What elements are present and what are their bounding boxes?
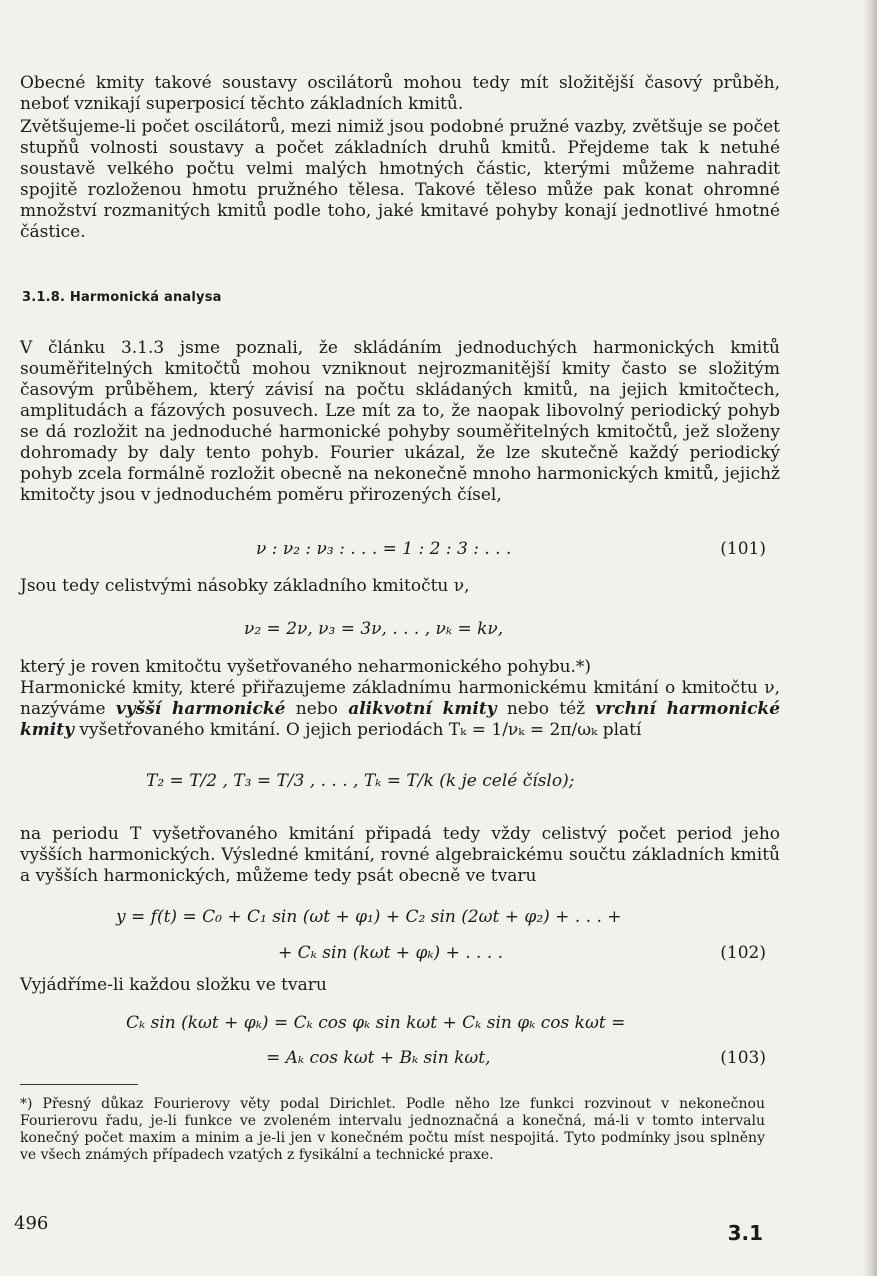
equation-periods-expression: T₂ = T/2 , T₃ = T/3 , . . . , Tₖ = T/k (k je celé číslo);	[146, 771, 575, 791]
equation-multiples-expression: ν₂ = 2ν, ν₃ = 3ν, . . . , νₖ = kν,	[244, 619, 504, 639]
section-marker: 3.1	[727, 1221, 763, 1245]
section-heading: 3.1.8. Harmonická analysa	[22, 290, 222, 305]
equation-103-number: (103)	[720, 1048, 766, 1068]
paragraph-fourier: V článku 3.1.3 jsme poznali, že skládáním jednoduchých harmonických kmitů souměřitelných kmitočtů mohou vzniknout nejrozmanitější kmity často se složitým časovým průběhem, který závisí na počtu skládaných kmitů, na jejich kmitočtech, amplitudách a fázových posuvech. Lze mít za to, že naopak libovolný periodický pohyb se dá rozložit na jednoduché harmonické pohyby souměřitelných kmitočtů, jež složeny dohromady by daly tento pohyb. Fourier ukázal, že lze skutečně každý periodický pohyb zcela formálně rozložit obecně na nekonečně mnoho harmonických kmitů, jejichž kmitočty jsou v jednoduchém poměru přirozených čísel,	[20, 338, 780, 505]
term-vyssi-harmonicke: vyšší harmonické	[115, 699, 286, 719]
page-number: 496	[14, 1213, 49, 1234]
line-express-component: Vyjádříme-li každou složku ve tvaru	[20, 975, 327, 995]
paragraph-intro: Obecné kmity takové soustavy oscilátorů mohou tedy mít složitější časový průběh, neboť vznikají superposicí těchto základních kmitů.	[20, 73, 780, 114]
harmonics-text-c: nebo	[295, 699, 338, 719]
equation-102-number: (102)	[720, 943, 766, 963]
harmonics-text-g: vyšetřovaného kmitání. O jejich periodách Tₖ = 1/νₖ = 2π/ωₖ platí	[79, 720, 642, 740]
harmonics-text-e: nebo též	[506, 699, 586, 719]
term-vrchni-harmonicke: vrchní harmonické kmity	[20, 699, 781, 740]
page-edge-shadow	[863, 0, 877, 1276]
equation-101-expression: ν : ν₂ : ν₃ : . . . = 1 : 2 : 3 : . . .	[256, 539, 512, 559]
term-alikvotni-kmity: alikvotní kmity	[348, 699, 497, 719]
paragraph-oscillators: Zvětšujeme-li počet oscilátorů, mezi nimiž jsou podobné pružné vazby, zvětšuje se počet stupňů volnosti soustavy a počet základních druhů kmitů. Přejdeme tak k netuhé soustavě velkého počtu velmi malých hmotných částic, kterými můžeme nahradit spojitě rozloženou hmotu pružného tělesa. Takové těleso může pak konat ohromné množství rozmanitých kmitů podle toho, jaké kmitavé pohyby konají jednotlivé hmotné částice.	[20, 117, 780, 242]
equation-102-line1: y = f(t) = C₀ + C₁ sin (ωt + φ₁) + C₂ sin (2ωt + φ₂) + . . . +	[116, 907, 622, 927]
equation-103-line2: = Aₖ cos kωt + Bₖ sin kωt,	[266, 1048, 491, 1068]
equation-101-number: (101)	[720, 539, 766, 559]
paragraph-harmonics	[20, 678, 780, 741]
equation-103-line1: Cₖ sin (kωt + φₖ) = Cₖ cos φₖ sin kωt + Cₖ sin φₖ cos kωt =	[126, 1013, 626, 1033]
line-nonharmonic: který je roven kmitočtu vyšetřovaného neharmonického pohybu.*)	[20, 657, 592, 677]
footnote: *) Přesný důkaz Fourierovy věty podal Dirichlet. Podle něho lze funkci rozvinout v nekonečnou Fourierovu řadu, je-li funkce ve zvoleném intervalu jednoznačná a konečná, má-li v tomto intervalu konečný počet maxim a minim a je-li jen v konečném počtu míst nespojitá. Tyto podmínky jsou splněny ve všech známých případech vzatých z fysikální a technické praxe.	[20, 1096, 765, 1163]
paragraph-periods: na periodu T vyšetřovaného kmitání připadá tedy vždy celistvý počet period jeho vyšších harmonických. Výsledné kmitání, rovné algebraickému součtu základních kmitů a vyšších harmonických, můžeme tedy psát obecně ve tvaru	[20, 824, 780, 886]
footnote-divider	[20, 1084, 138, 1085]
line-integer-multiples: Jsou tedy celistvými násobky základního kmitočtu ν,	[20, 576, 470, 596]
equation-102-line2: + Cₖ sin (kωt + φₖ) + . . . .	[278, 943, 504, 963]
harmonics-text-a: Harmonické kmity, které přiřazujeme základnímu harmonickému kmitání o kmitočtu ν, nazýváme	[20, 678, 780, 719]
